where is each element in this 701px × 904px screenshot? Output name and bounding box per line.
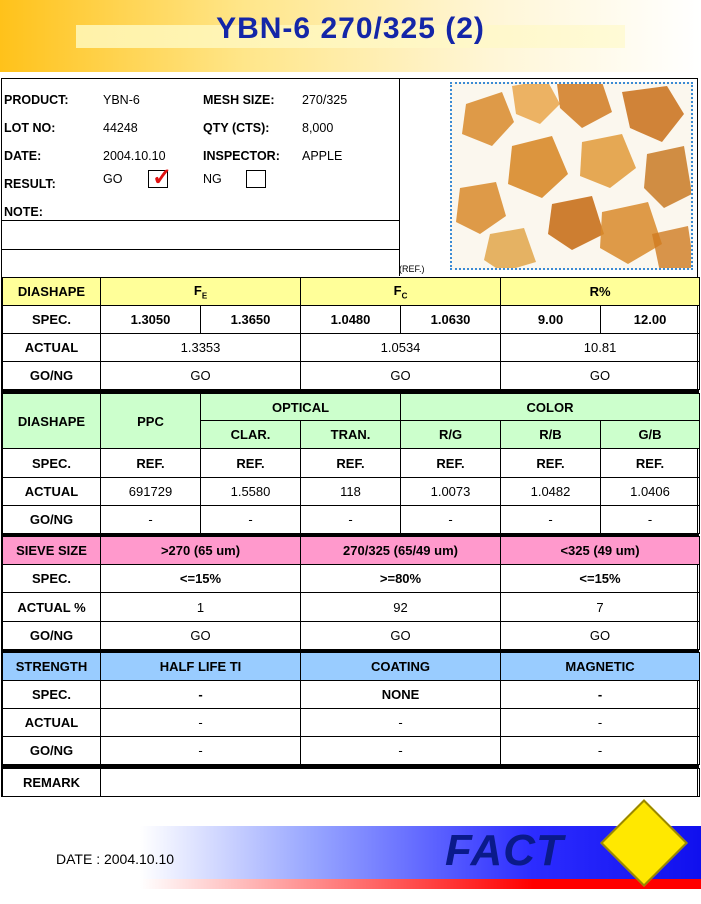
r-percent-header: R% [501, 278, 700, 306]
crystal-photo [450, 82, 693, 270]
sieve-col-header: <325 (49 um) [501, 537, 700, 565]
date-label: DATE: [4, 149, 42, 163]
fc-letter: F [393, 282, 402, 298]
diashape-table-2 [2, 393, 700, 534]
clar-header: CLAR. [201, 421, 301, 449]
qty-value: 8,000 [302, 121, 334, 135]
gb-header: G/B [601, 421, 700, 449]
fc-header [301, 278, 501, 306]
rg-header: R/G [401, 421, 501, 449]
gong-cell: GO [301, 362, 501, 390]
spec-label: SPEC. [3, 681, 101, 709]
gong-label: GO/NG [3, 506, 101, 534]
actual-cell: 92 [301, 593, 501, 622]
color-header: COLOR [401, 394, 700, 421]
gong-cell: GO [501, 362, 700, 390]
gong-label: GO/NG [3, 737, 101, 765]
spec-cell: <=15% [501, 565, 700, 593]
spec-cell: REF. [401, 449, 501, 478]
remark-field[interactable] [101, 769, 700, 797]
gong-cell: - [501, 506, 601, 534]
gong-cell: GO [501, 622, 700, 650]
fe-letter: F [193, 282, 202, 298]
product-value: YBN-6 [103, 93, 140, 107]
optical-header: OPTICAL [201, 394, 401, 421]
diashape-header: DIASHAPE [3, 394, 101, 449]
footer-date: DATE : 2004.10.10 [56, 851, 175, 867]
spec-cell: NONE [301, 681, 501, 709]
ng-checkbox[interactable] [246, 170, 266, 188]
remark-table [2, 768, 700, 797]
spec-cell: - [101, 681, 301, 709]
actual-cell: - [101, 709, 301, 737]
lot-value: 44248 [103, 121, 138, 135]
strength-col-header: COATING [301, 653, 501, 681]
ref-caption: (REF.) [399, 264, 425, 274]
info-block [2, 79, 400, 276]
actual-cell: 1 [101, 593, 301, 622]
product-label: PRODUCT: [4, 93, 69, 107]
sieve-col-header: >270 (65 um) [101, 537, 301, 565]
actual-label: ACTUAL [3, 478, 101, 506]
actual-cell: 10.81 [501, 334, 700, 362]
actual-cell: - [301, 709, 501, 737]
rb-header: R/B [501, 421, 601, 449]
spec-cell: 9.00 [501, 306, 601, 334]
sieve-table [2, 536, 700, 650]
tran-header: TRAN. [301, 421, 401, 449]
actual-cell: 1.0073 [401, 478, 501, 506]
actual-cell: 118 [301, 478, 401, 506]
lot-label: LOT NO: [4, 121, 56, 135]
divider [2, 249, 400, 250]
actual-cell: 1.3353 [101, 334, 301, 362]
gong-cell: GO [101, 622, 301, 650]
qty-label: QTY (CTS): [203, 121, 270, 135]
spec-label: SPEC. [3, 306, 101, 334]
spec-cell: - [501, 681, 700, 709]
note-label: NOTE: [4, 205, 43, 219]
gong-cell: - [301, 506, 401, 534]
gong-cell: - [601, 506, 700, 534]
fe-subscript: E [201, 291, 208, 301]
spec-cell: REF. [301, 449, 401, 478]
sieve-header: SIEVE SIZE [3, 537, 101, 565]
spec-label: SPEC. [3, 449, 101, 478]
diashape-table-1 [2, 277, 700, 390]
gong-label: GO/NG [3, 362, 101, 390]
spec-cell: 1.3650 [201, 306, 301, 334]
actual-cell: 1.0534 [301, 334, 501, 362]
inspector-value: APPLE [302, 149, 343, 163]
go-checkbox[interactable] [148, 164, 173, 191]
fact-logo: FACT [445, 826, 564, 875]
crystal-photo-art [452, 84, 693, 270]
spec-cell: REF. [601, 449, 700, 478]
strength-col-header: HALF LIFE TI [101, 653, 301, 681]
ppc-header: PPC [101, 394, 201, 449]
actual-label: ACTUAL % [3, 593, 101, 622]
actual-cell: 1.0406 [601, 478, 700, 506]
spec-cell: REF. [201, 449, 301, 478]
fe-header [101, 278, 301, 306]
ng-label: NG [203, 172, 222, 186]
spec-cell: 12.00 [601, 306, 700, 334]
spec-label: SPEC. [3, 565, 101, 593]
gong-label: GO/NG [3, 622, 101, 650]
mesh-value: 270/325 [302, 93, 348, 107]
actual-label: ACTUAL [3, 334, 101, 362]
actual-cell: 7 [501, 593, 700, 622]
actual-cell: 1.0482 [501, 478, 601, 506]
sieve-col-header: 270/325 (65/49 um) [301, 537, 501, 565]
spec-cell: <=15% [101, 565, 301, 593]
divider [399, 79, 400, 276]
gong-cell: - [101, 737, 301, 765]
gong-cell: - [301, 737, 501, 765]
spec-cell: 1.0480 [301, 306, 401, 334]
spec-cell: 1.0630 [401, 306, 501, 334]
gong-cell: GO [301, 622, 501, 650]
actual-cell: - [501, 709, 700, 737]
remark-label: REMARK [3, 769, 101, 797]
gong-cell: GO [101, 362, 301, 390]
gong-cell: - [101, 506, 201, 534]
strength-col-header: MAGNETIC [501, 653, 700, 681]
spec-cell: 1.3050 [101, 306, 201, 334]
actual-cell: 1.5580 [201, 478, 301, 506]
footer-red-stripe [140, 879, 701, 889]
gong-cell: - [401, 506, 501, 534]
spec-cell: >=80% [301, 565, 501, 593]
page-title: YBN-6 270/325 (2) [216, 12, 485, 45]
date-value: 2004.10.10 [103, 149, 166, 163]
actual-cell: 691729 [101, 478, 201, 506]
spec-cell: REF. [501, 449, 601, 478]
result-label: RESULT: [4, 177, 56, 191]
inspector-label: INSPECTOR: [203, 149, 280, 163]
spec-cell: REF. [101, 449, 201, 478]
gong-cell: - [201, 506, 301, 534]
header-banner [0, 0, 701, 72]
diashape-header: DIASHAPE [3, 278, 101, 306]
actual-label: ACTUAL [3, 709, 101, 737]
check-mark-icon: ✓ [152, 164, 173, 191]
go-label: GO [103, 172, 123, 186]
divider [2, 220, 400, 221]
strength-table [2, 652, 700, 765]
strength-header: STRENGTH [3, 653, 101, 681]
mesh-label: MESH SIZE: [203, 93, 275, 107]
gong-cell: - [501, 737, 700, 765]
fc-subscript: C [401, 291, 408, 301]
